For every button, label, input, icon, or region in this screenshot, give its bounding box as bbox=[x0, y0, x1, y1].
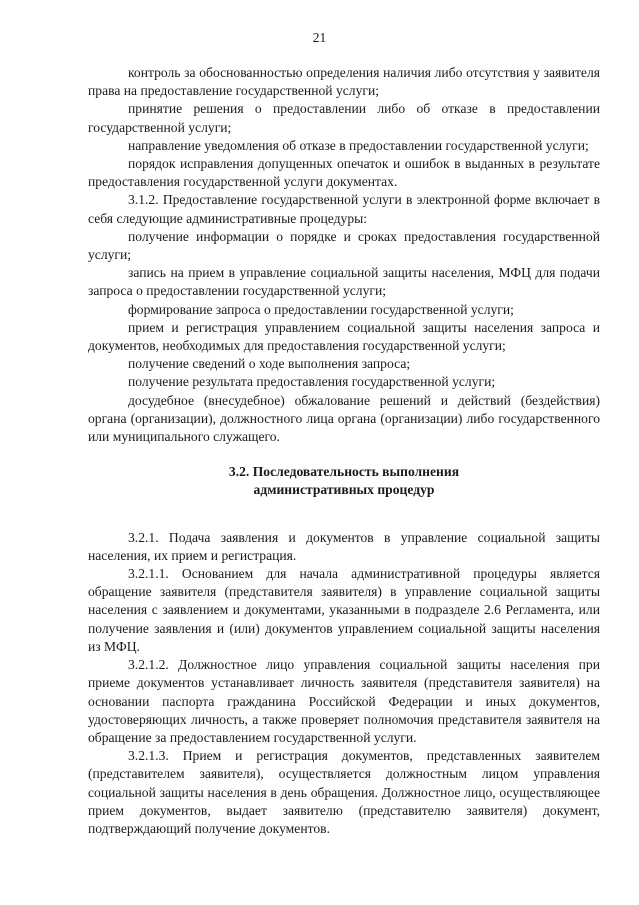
section-heading bbox=[88, 463, 600, 499]
paragraph: контроль за обоснованностью определения наличия либо отсутствия у заявителя права на предоставление государственной услуги; bbox=[88, 65, 600, 99]
paragraph: получение информации о порядке и сроках предоставления государственной услуги; bbox=[88, 228, 600, 263]
section-heading-line2: административных процедур bbox=[253, 482, 435, 498]
paragraph: 3.2.1. Подача заявления и документов в управление социальной защиты населения, их прием и регистрация. bbox=[88, 529, 600, 563]
paragraph: досудебное (внесудебное) обжалование решений и действий (бездействия) органа (организации), должностного лица органа (организации) либо государственного или муниципального служащего. bbox=[88, 392, 600, 445]
paragraph: формирование запроса о предоставлении государственной услуги; bbox=[128, 301, 514, 317]
paragraph: прием и регистрация управлением социальной защиты населения запроса и документов, необходимых для предоставления государственной услуги; bbox=[88, 319, 600, 354]
paragraph: принятие решения о предоставлении либо об отказе в предоставлении государственной услуги; bbox=[88, 101, 600, 135]
paragraph: получение результата предоставления государственной услуги; bbox=[128, 374, 496, 390]
section-heading-line1: 3.2. Последовательность выполнения bbox=[228, 464, 460, 480]
paragraph: 3.2.1.3. Прием и регистрация документов, представленных заявителем (представителем заявителя), осуществляется должностным лицом управления социальной защиты населения в день обращения. Должностное лицо, осуществляющее прием документов, выдает заявителю (представителю заявителя) документ, подтверждающий получение документов. bbox=[88, 748, 600, 836]
paragraph: 3.1.2. Предоставление государственной услуги в электронной форме включает в себя следующие административные процедуры: bbox=[88, 192, 600, 226]
page-number: 21 bbox=[312, 30, 327, 45]
paragraph: порядок исправления допущенных опечаток и ошибок в выданных в результате предоставления государственной услуги документах. bbox=[88, 156, 600, 190]
paragraph: 3.2.1.1. Основанием для начала административной процедуры является обращение заявителя (представителя заявителя) в управление социальной защиты населения с заявлением и документами, указанными в подразделе 2.6 Регламента, или получение заявления и (или) документов управлением социальной защиты населения из МФЦ. bbox=[88, 566, 600, 654]
paragraph: направление уведомления об отказе в предоставлении государственной услуги; bbox=[128, 137, 589, 153]
paragraph: получение сведений о ходе выполнения запроса; bbox=[128, 356, 411, 372]
paragraph: запись на прием в управление социальной защиты населения, МФЦ для подачи запроса о предоставлении государственной услуги; bbox=[88, 265, 600, 299]
paragraph: 3.2.1.2. Должностное лицо управления социальной защиты населения при приеме документов устанавливает личность заявителя (представителя заявителя) на основании паспорта гражданина Российской Федерации и иных документов, удостоверяющих личность, а также проверяет полномочия представителя заявителя на обращение за предоставлением государственной услуги. bbox=[88, 657, 600, 745]
document-body bbox=[88, 64, 600, 838]
